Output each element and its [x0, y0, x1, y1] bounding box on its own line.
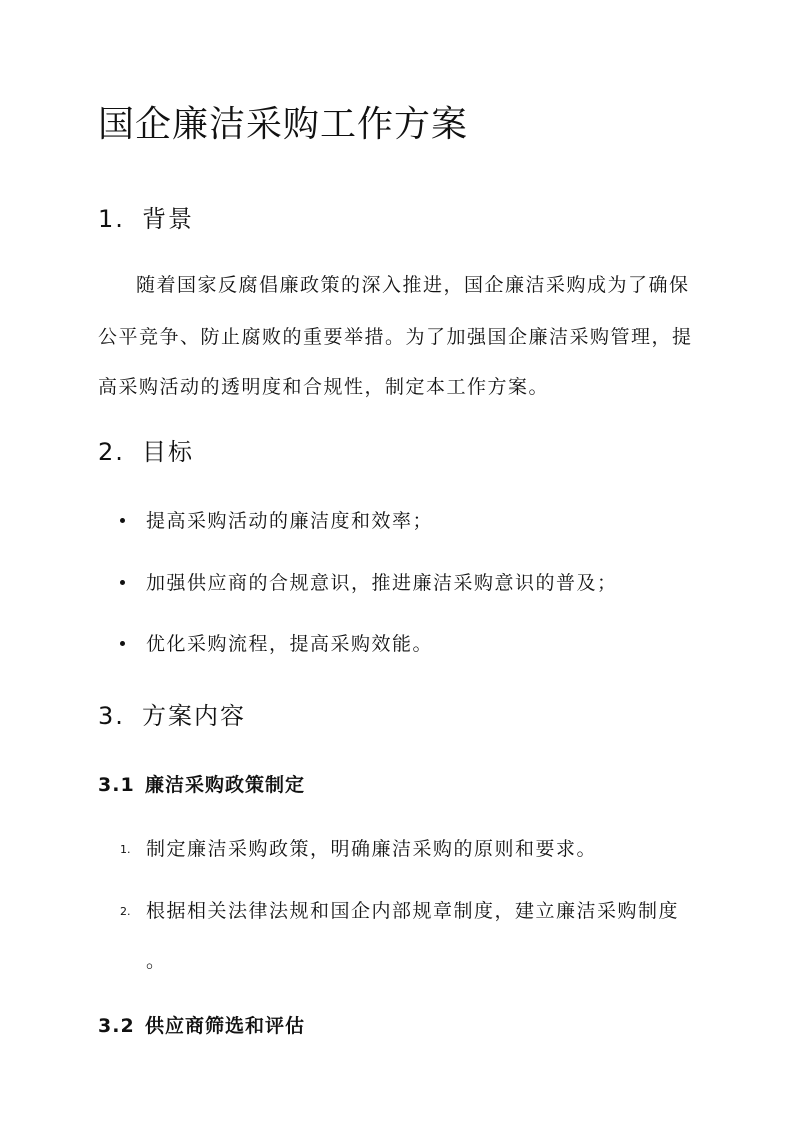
list-item: 根据相关法律法规和国企内部规章制度，建立廉洁采购制度	[146, 900, 680, 922]
subsection-title: 廉洁采购政策制定	[145, 774, 306, 796]
bullet-item: 加强供应商的合规意识，推进廉洁采购意识的普及；	[146, 572, 618, 594]
subsection-3-2-heading	[98, 1011, 305, 1038]
subsection-number: 3.1	[98, 774, 135, 796]
section-number: 1.	[98, 205, 125, 233]
section-number: 2.	[98, 438, 125, 466]
subsection-title: 供应商筛选和评估	[145, 1015, 306, 1037]
bullet-item: 优化采购流程，提高采购效能。	[146, 633, 434, 655]
section-title: 方案内容	[142, 702, 246, 730]
list-number: 2.	[120, 905, 131, 918]
bullet-item: 提高采购活动的廉洁度和效率；	[146, 510, 434, 532]
bullet-icon	[120, 641, 125, 646]
list-number: 1.	[120, 843, 131, 856]
section-1-heading	[98, 199, 194, 234]
section-2-heading	[98, 432, 194, 467]
paragraph-line: 高采购活动的透明度和合规性，制定本工作方案。	[98, 376, 550, 398]
list-item-continuation: 。	[146, 950, 167, 972]
paragraph-line: 公平竞争、防止腐败的重要举措。为了加强国企廉洁采购管理，提	[98, 326, 693, 348]
paragraph-line: 随着国家反腐倡廉政策的深入推进，国企廉洁采购成为了确保	[136, 274, 690, 296]
section-title: 目标	[142, 438, 194, 466]
subsection-number: 3.2	[98, 1015, 135, 1037]
section-3-heading	[98, 696, 246, 731]
section-number: 3.	[98, 702, 125, 730]
bullet-icon	[120, 580, 125, 585]
document-title: 国企廉洁采购工作方案	[98, 104, 469, 145]
section-title: 背景	[142, 205, 194, 233]
bullet-icon	[120, 518, 125, 523]
list-item: 制定廉洁采购政策，明确廉洁采购的原则和要求。	[146, 838, 598, 860]
subsection-3-1-heading	[98, 770, 305, 797]
